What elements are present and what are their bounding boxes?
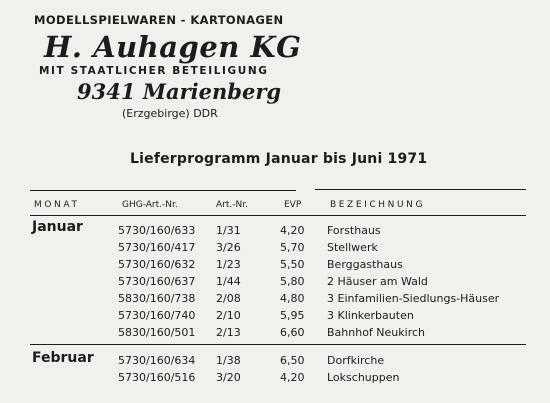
price: 6,60	[280, 326, 305, 339]
article-number: 3/26	[216, 241, 241, 254]
title-rule-left	[30, 190, 296, 191]
item-name: 3 Klinkerbauten	[327, 309, 414, 322]
article-number: 1/31	[216, 224, 241, 237]
article-number: 2/13	[216, 326, 241, 339]
table-row	[0, 354, 550, 371]
ghg-number: 5830/160/501	[118, 326, 196, 339]
item-name: Lokschuppen	[327, 371, 400, 384]
item-name: Stellwerk	[327, 241, 378, 254]
table-row	[0, 241, 550, 258]
column-header-bezeichnung: BEZEICHNUNG	[330, 200, 426, 210]
price: 4,20	[280, 371, 305, 384]
table-row	[0, 309, 550, 326]
price: 5,80	[280, 275, 305, 288]
header-rule	[30, 215, 526, 216]
item-name: Dorfkirche	[327, 354, 385, 367]
item-name: Berggasthaus	[327, 258, 403, 271]
article-number: 1/38	[216, 354, 241, 367]
article-number: 3/20	[216, 371, 241, 384]
ghg-number: 5830/160/738	[118, 292, 196, 305]
item-name: Bahnhof Neukirch	[327, 326, 425, 339]
title-rule	[315, 189, 526, 190]
table-row	[0, 371, 550, 388]
article-number: 2/10	[216, 309, 241, 322]
company-region: (Erzgebirge) DDR	[122, 107, 218, 120]
item-name: 2 Häuser am Wald	[327, 275, 428, 288]
table-row	[0, 292, 550, 309]
price: 5,50	[280, 258, 305, 271]
column-header-art: Art.-Nr.	[216, 200, 248, 210]
column-header-monat: MONAT	[34, 200, 80, 210]
company-city: 9341 Marienberg	[77, 79, 282, 104]
column-header-ghg: GHG-Art.-Nr.	[122, 200, 178, 210]
ghg-number: 5730/160/633	[118, 224, 196, 237]
ghg-number: 5730/160/516	[118, 371, 196, 384]
letterhead-ownership-line: MIT STAATLICHER BETEILIGUNG	[39, 65, 269, 77]
price: 6,50	[280, 354, 305, 367]
price: 5,95	[280, 309, 305, 322]
table-row	[0, 258, 550, 275]
month-divider-rule	[30, 344, 526, 345]
table-row	[0, 224, 550, 241]
price: 4,20	[280, 224, 305, 237]
article-number: 1/44	[216, 275, 241, 288]
article-number: 1/23	[216, 258, 241, 271]
item-name: Forsthaus	[327, 224, 381, 237]
price: 5,70	[280, 241, 305, 254]
month-label: Februar	[32, 350, 94, 366]
article-number: 2/08	[216, 292, 241, 305]
document-title: Lieferprogramm Januar bis Juni 1971	[130, 151, 428, 167]
item-name: 3 Einfamilien-Siedlungs-Häuser	[327, 292, 500, 305]
letterhead-trade-line: MODELLSPIELWAREN - KARTONAGEN	[34, 13, 284, 27]
ghg-number: 5730/160/637	[118, 275, 196, 288]
month-label: Januar	[32, 219, 83, 235]
price: 4,80	[280, 292, 305, 305]
ghg-number: 5730/160/634	[118, 354, 196, 367]
ghg-number: 5730/160/417	[118, 241, 196, 254]
table-row	[0, 326, 550, 343]
ghg-number: 5730/160/632	[118, 258, 196, 271]
ghg-number: 5730/160/740	[118, 309, 196, 322]
company-name: H. Auhagen KG	[44, 30, 302, 64]
table-row	[0, 275, 550, 292]
column-header-evp: EVP	[284, 200, 302, 210]
